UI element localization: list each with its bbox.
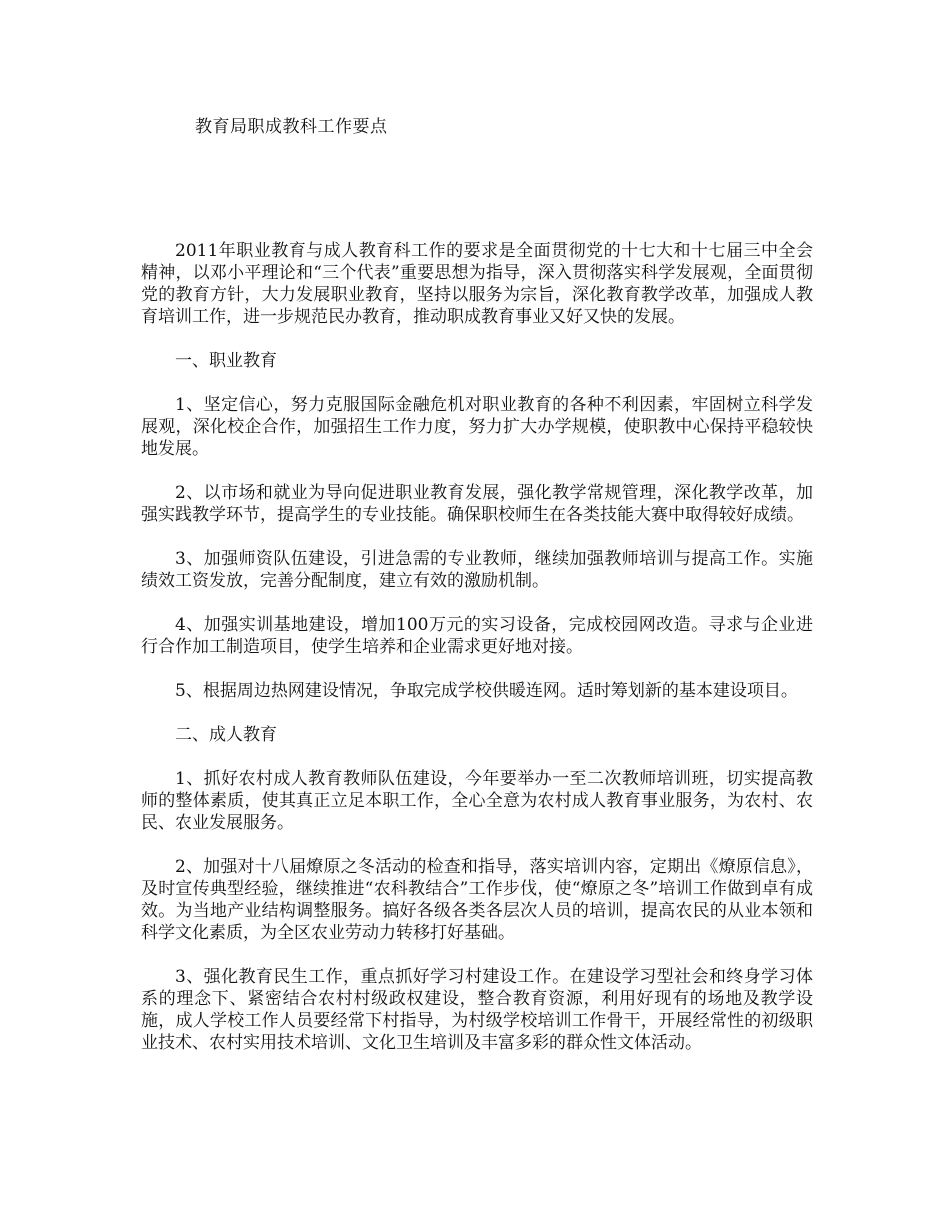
vocational-item-4: 4、加强实训基地建设，增加100万元的实习设备，完成校园网改造。寻求与企业进行合作加工制造项目，使学生培养和企业需求更好地对接。: [141, 615, 813, 657]
section-heading-adult: 二、成人教育: [175, 725, 277, 745]
document-body: [141, 240, 813, 1076]
vocational-item-2: 2、以市场和就业为导向促进职业教育发展，强化教学常规管理，深化教学改革，加强实践教学环节，提高学生的专业技能。确保职校师生在各类技能大赛中取得较好成绩。: [141, 483, 813, 525]
vocational-item-3: 3、加强师资队伍建设，引进急需的专业教师，继续加强教师培训与提高工作。实施绩效工资发放，完善分配制度，建立有效的激励机制。: [141, 549, 813, 591]
section-heading-vocational: 一、职业教育: [175, 351, 277, 371]
adult-item-1: 1、抓好农村成人教育教师队伍建设，今年要举办一至二次教师培训班，切实提高教师的整体素质，使其真正立足本职工作，全心全意为农村成人教育事业服务，为农村、农民、农业发展服务。: [141, 769, 813, 833]
intro-paragraph: 2011年职业教育与成人教育科工作的要求是全面贯彻党的十七大和十七届三中全会精神，以邓小平理论和“三个代表”重要思想为指导，深入贯彻落实科学发展观，全面贯彻党的教育方针，大力发展职业教育，坚持以服务为宗旨，深化教育教学改革，加强成人教育培训工作，进一步规范民办教育，推动职成教育事业又好又快的发展。: [141, 241, 813, 327]
document-title: 教育局职成教科工作要点: [195, 117, 388, 137]
adult-item-2: 2、加强对十八届燎原之冬活动的检查和指导，落实培训内容，定期出《燎原信息》，及时宣传典型经验，继续推进“农科教结合”工作步伐，使“燎原之冬”培训工作做到卓有成效。为当地产业结构调整服务。搞好各级各类各层次人员的培训，提高农民的从业本领和科学文化素质，为全区农业劳动力转移打好基础。: [141, 857, 813, 943]
adult-item-3: 3、强化教育民生工作，重点抓好学习村建设工作。在建设学习型社会和终身学习体系的理念下、紧密结合农村村级政权建设，整合教育资源，利用好现有的场地及教学设施，成人学校工作人员要经常下村指导，为村级学校培训工作骨干，开展经常性的初级职业技术、农村实用技术培训、文化卫生培训及丰富多彩的群众性文体活动。: [141, 967, 813, 1053]
vocational-item-5: 5、根据周边热网建设情况，争取完成学校供暖连网。适时筹划新的基本建设项目。: [175, 681, 798, 701]
vocational-item-1: 1、坚定信心，努力克服国际金融危机对职业教育的各种不利因素，牢固树立科学发展观，深化校企合作，加强招生工作力度，努力扩大办学规模，使职教中心保持平稳较快地发展。: [141, 395, 813, 459]
